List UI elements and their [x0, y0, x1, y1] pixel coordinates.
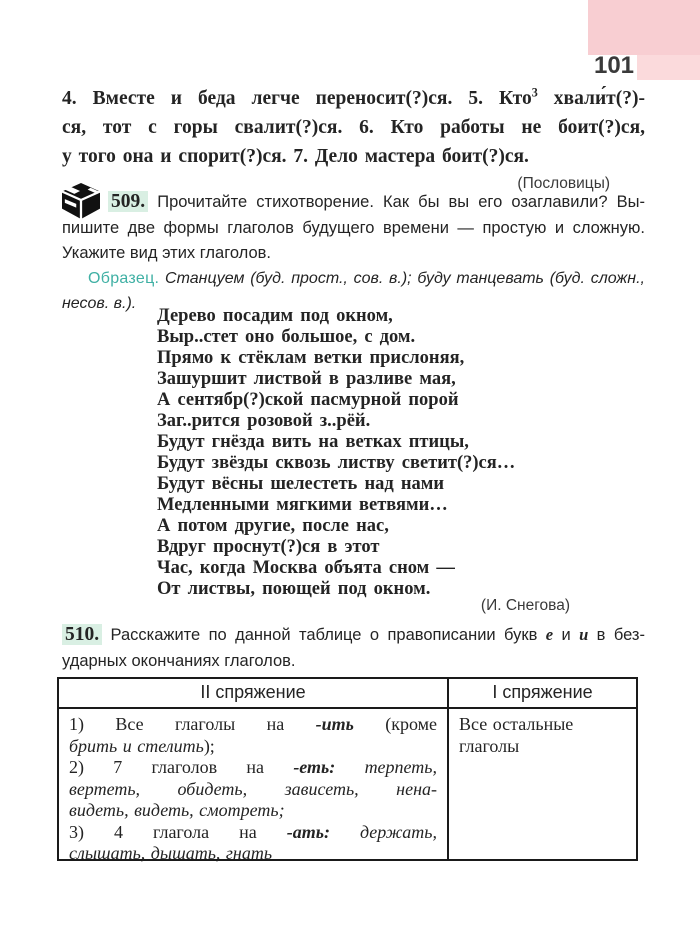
- corner-decoration-bottom: [637, 55, 700, 80]
- conjugation-table: [57, 677, 638, 861]
- proverbs-paragraph: [62, 84, 645, 195]
- table-cell-line: видеть, видеть, смотреть;: [69, 800, 285, 820]
- poem-line: Дерево посадим под окном,: [157, 306, 393, 326]
- proverb-line: ся, тот с горы свалит(?)ся. 6. Кто работы не боит(?)ся,: [62, 117, 645, 138]
- table-cell-i-conjugation: [449, 709, 636, 859]
- exercise-509-line: Укажите вид этих глаголов.: [62, 244, 272, 262]
- proverb-line: у того она и спорит(?)ся. 7. Дело мастера боит(?)ся.: [62, 146, 529, 167]
- table-cell-line: глаголы: [459, 735, 520, 756]
- exercise-509-line: 509. Прочитайте стихотворение. Как бы вы его озаглавили? Вы-: [62, 189, 645, 216]
- table-cell-line: Все остальные: [459, 714, 574, 734]
- proverb-line: 4. Вместе и беда легче переносит(?)ся. 5. Кто$^3$ хвали́т(?)-: [62, 85, 645, 109]
- exercise-510: [62, 622, 645, 674]
- sample-line: несов. в.).: [62, 295, 137, 312]
- poem-line: От листвы, поющей под окном.: [157, 579, 431, 599]
- poem-line: Прямо к стёклам ветки прислоняя,: [157, 348, 465, 368]
- poem-line: Будут гнёзда вить на ветках птицы,: [157, 432, 469, 452]
- table-cell-line: 3) 4 глагола на -ать: держать,: [69, 821, 437, 842]
- table-header-row: [59, 679, 636, 709]
- exercise-509: [62, 189, 645, 267]
- sample-line: Образец. Станцуем (буд. прост., сов. в.); буду танцевать (буд. сложн.,: [88, 270, 645, 287]
- table-cell-line: слышать, дышать, гнать: [69, 843, 273, 863]
- poem-attribution: (И. Снегова): [480, 597, 570, 614]
- poem-line: Медленными мягкими ветвями…: [157, 495, 448, 515]
- table-cell-line: 1) Все глаголы на -ить (кроме: [69, 714, 437, 734]
- poem-line: Час, когда Москва объята сном —: [157, 558, 455, 578]
- corner-decoration-top: [588, 0, 700, 55]
- poem-line: А сентябр(?)ской пасмурной порой: [157, 390, 459, 410]
- poem-line: Вдруг проснут(?)ся в этот: [157, 537, 380, 557]
- proverbs-attribution: (Пословицы): [517, 175, 610, 192]
- exercise-510-line: ударных окончаниях глаголов.: [62, 652, 296, 670]
- poem-line: А потом другие, после нас,: [157, 516, 389, 536]
- page-number: 101: [593, 52, 635, 79]
- table-header-i-conjugation: I спряжение: [492, 682, 593, 702]
- poem: [157, 306, 622, 600]
- table-cell-ii-conjugation: [59, 709, 449, 863]
- poem-line: Будут звёзды сквозь листву светит(?)ся…: [157, 453, 516, 473]
- table-header-ii-conjugation: II спряжение: [59, 679, 449, 707]
- poem-line: Заг..рится розовой з..рёй.: [157, 411, 371, 431]
- table-cell-line: брить и стелить);: [69, 735, 215, 756]
- poem-line: Выр..стет оно большое, с дом.: [157, 327, 416, 347]
- table-body-row: [59, 709, 636, 863]
- table-cell-line: 2) 7 глаголов на -еть: терпеть,: [69, 757, 437, 777]
- table-cell-line: вертеть, обидеть, зависеть, нена-: [69, 778, 437, 799]
- poem-line: Будут вёсны шелестеть над нами: [157, 474, 445, 494]
- exercise-509-line: пишите две формы глаголов будущего времени — простую и сложную.: [62, 218, 645, 237]
- exercise-510-line: 510. Расскажите по данной таблице о правописании букв е и и в без-: [62, 622, 645, 648]
- poem-line: Зашуршит листвой в разливе мая,: [157, 369, 456, 389]
